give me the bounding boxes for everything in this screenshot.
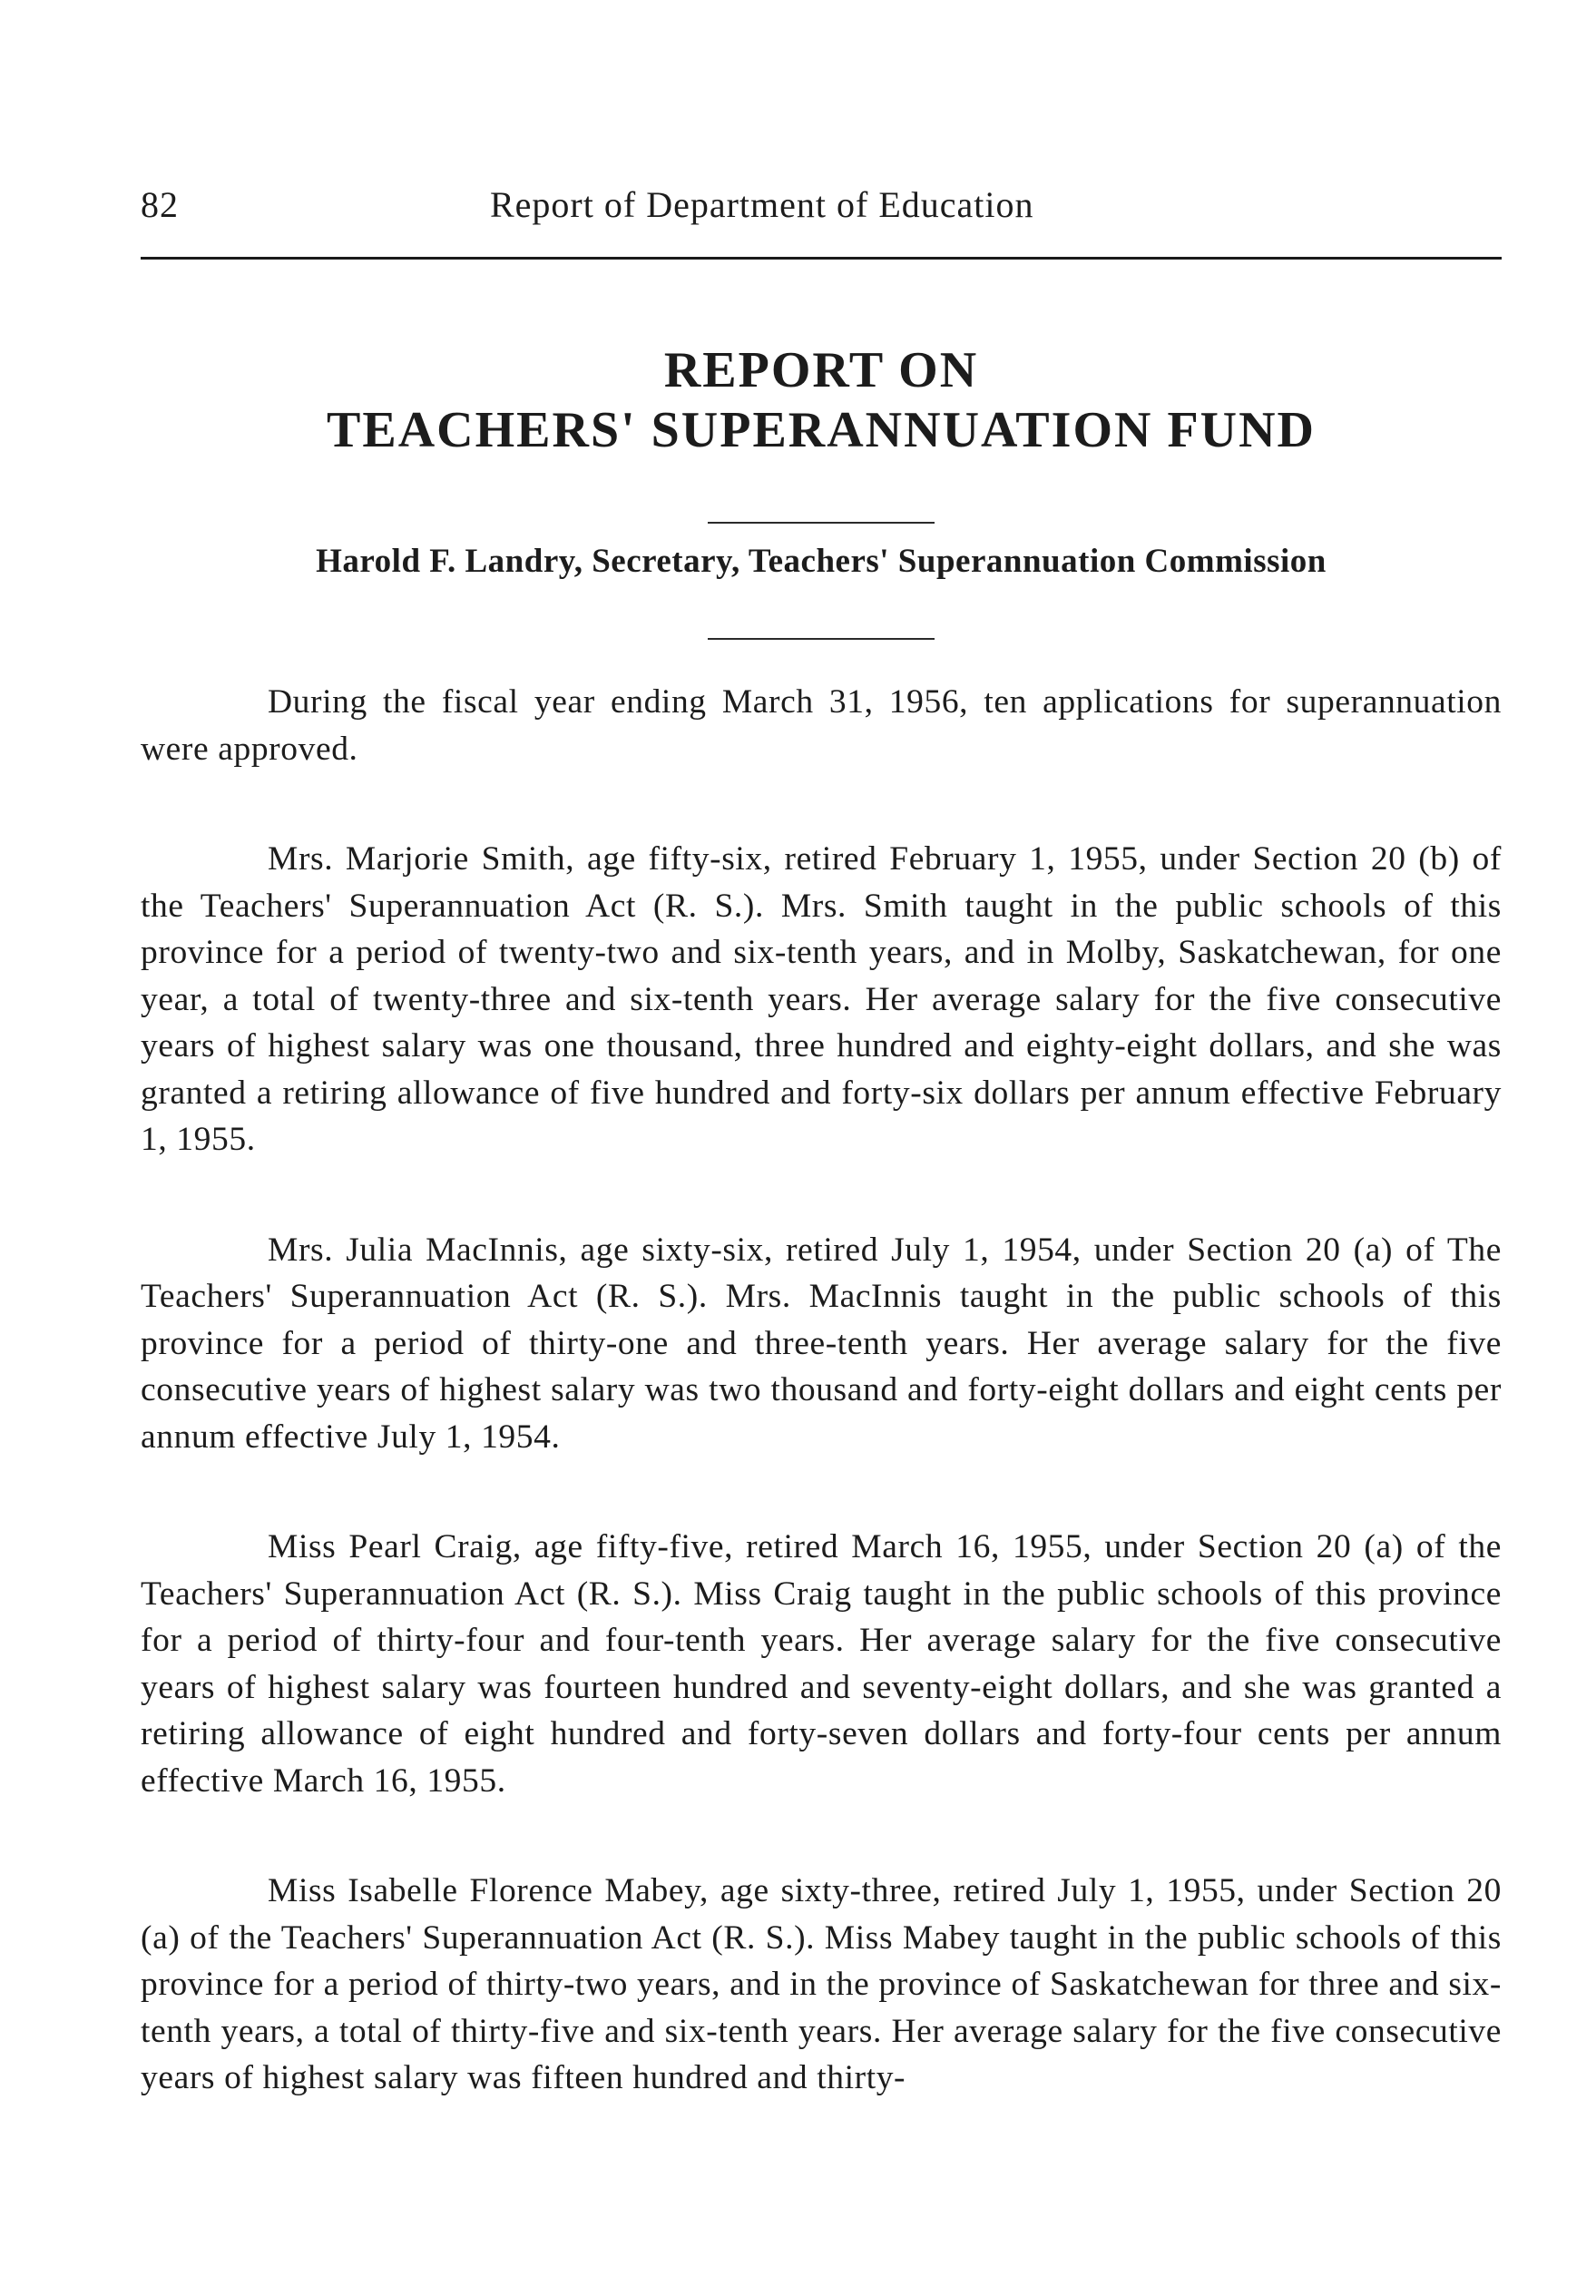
divider-below-author [708, 638, 935, 640]
running-head [141, 183, 1502, 229]
paragraph-julia-macinnis: Mrs. Julia MacInnis, age sixty-six, retired July 1, 1954, under Section 20 (a) of The Teachers' Superannuation Act (R. S.). Mrs. MacInnis taught in the public schools of this province for a period of thirty-one and three-tenth years. Her average salary for the five consecutive years of highest salary was two thousand and forty-eight dollars and eight cents per annum effective July 1, 1954. [141, 1231, 1502, 1456]
author-line: Harold F. Landry, Secretary, Teachers' Superannuation Commission [316, 543, 1327, 580]
paragraph-marjorie-smith: Mrs. Marjorie Smith, age fifty-six, retired February 1, 1955, under Section 20 (b) of the Teachers' Superannuation Act (R. S.). Mrs. Smith taught in the public schools of this province for a period of twenty-two and six-tenth years, and in Molby, Saskatchewan, for one year, a total of twenty-three and six-tenth years. Her average salary for the five consecutive years of highest salary was one thousand, three hundred and eighty-eight dollars, and she was granted a retiring allowance of five hundred and forty-six dollars per annum effective February 1, 1955. [141, 840, 1502, 1158]
paragraph-pearl-craig: Miss Pearl Craig, age fifty-five, retired March 16, 1955, under Section 20 (a) of the Teachers' Superannuation Act (R. S.). Miss Craig taught in the public schools of this province for a period of thirty-four and four-tenth years. Her average salary for the five consecutive years of highest salary was fourteen hundred and seventy-eight dollars, and she was granted a retiring allowance of eight hundred and forty-seven dollars and forty-four cents per annum effective March 16, 1955. [141, 1528, 1502, 1800]
paragraph-fiscal-summary: During the fiscal year ending March 31, 1956, ten applications for superannuation were approved. [141, 683, 1502, 768]
paragraph-isabelle-mabey: Miss Isabelle Florence Mabey, age sixty-three, retired July 1, 1955, under Section 20 (a) of the Teachers' Superannuation Act (R. S.). Miss Mabey taught in the public schools of this province for a period of thirty-two years, and in the province of Saskatchewan for three and six-tenth years, a total of thirty-five and six-tenth years. Her average salary for the five consecutive years of highest salary was fifteen hundred and thirty- [141, 1872, 1502, 2096]
divider-above-author [708, 522, 935, 524]
header-rule [141, 257, 1502, 260]
report-title-line-1: REPORT ON [663, 342, 979, 398]
page-number: 82 [141, 184, 179, 225]
report-title-line-2: TEACHERS' SUPERANNUATION FUND [327, 402, 1316, 458]
running-title: Report of Department of Education [490, 184, 1034, 225]
report-title [141, 340, 1502, 460]
body-text [141, 679, 1502, 2102]
